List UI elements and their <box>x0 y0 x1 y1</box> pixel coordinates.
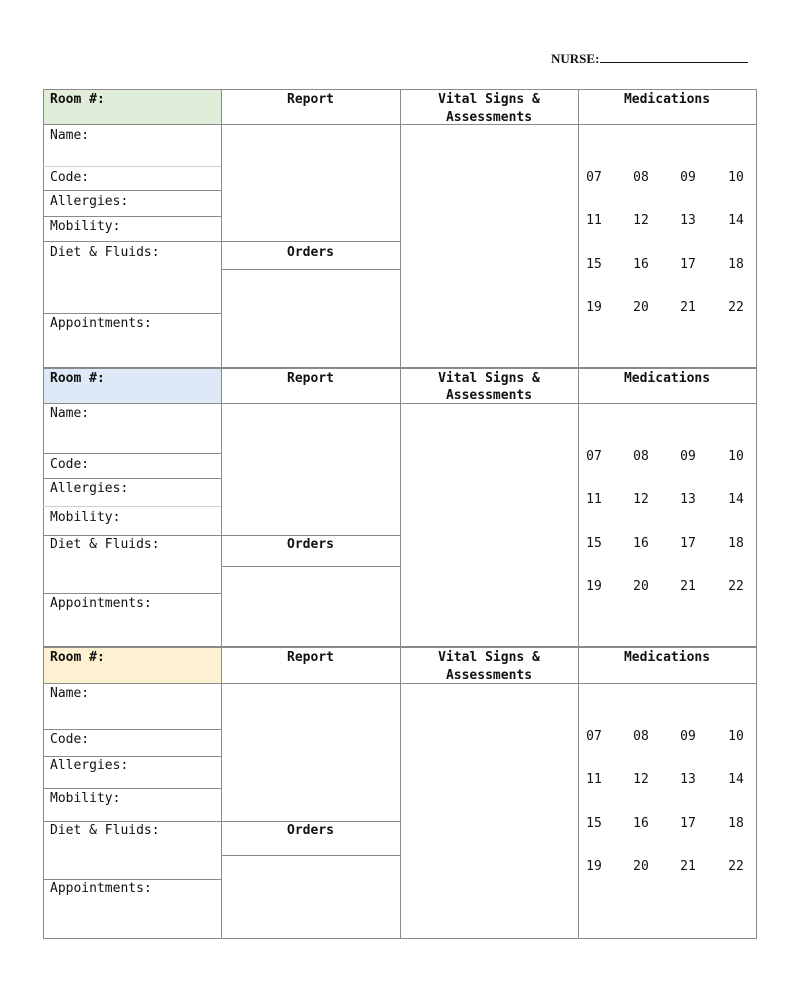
med-hour: 07 <box>586 729 602 744</box>
med-hour: 10 <box>728 449 744 464</box>
room-label: Room #: <box>50 371 105 386</box>
room-block-2 <box>43 368 756 647</box>
mobility-label: Mobility: <box>50 219 121 234</box>
nurse-signature-line[interactable] <box>600 50 748 63</box>
med-hour: 12 <box>633 213 649 228</box>
med-hour: 19 <box>586 859 602 874</box>
med-hour: 07 <box>586 449 602 464</box>
med-hour: 07 <box>586 170 602 185</box>
med-hour: 16 <box>633 816 649 831</box>
med-hour: 13 <box>680 492 696 507</box>
med-hour: 20 <box>633 579 649 594</box>
appointments-label: Appointments: <box>50 881 152 896</box>
allergies-label: Allergies: <box>50 194 129 209</box>
med-hour: 11 <box>586 772 602 787</box>
vitals-header-line1: Vital Signs & <box>438 371 540 386</box>
room-block-1 <box>43 89 756 368</box>
med-hour-row <box>579 448 756 465</box>
med-hour-row <box>579 535 756 552</box>
med-hour: 10 <box>728 729 744 744</box>
report-header: Report <box>287 92 334 107</box>
med-hour-row <box>579 578 756 595</box>
name-label: Name: <box>50 128 90 143</box>
med-hour: 14 <box>728 492 744 507</box>
med-hour: 22 <box>728 579 744 594</box>
med-hour: 11 <box>586 492 602 507</box>
med-hour: 14 <box>728 213 744 228</box>
med-hour: 18 <box>728 816 744 831</box>
med-hour: 22 <box>728 859 744 874</box>
mobility-label: Mobility: <box>50 510 121 525</box>
code-label: Code: <box>50 457 90 472</box>
medications-header: Medications <box>623 92 711 107</box>
med-hour: 21 <box>680 300 696 315</box>
orders-header: Orders <box>287 245 334 260</box>
med-hour-row <box>579 299 756 316</box>
med-hour: 21 <box>680 579 696 594</box>
allergies-label: Allergies: <box>50 481 129 496</box>
med-hour: 09 <box>680 170 696 185</box>
med-hour: 09 <box>680 449 696 464</box>
med-hour-row <box>579 728 756 745</box>
med-hour: 17 <box>680 257 696 272</box>
med-hour: 18 <box>728 257 744 272</box>
med-hour: 08 <box>633 449 649 464</box>
med-hour: 22 <box>728 300 744 315</box>
nurse-field <box>551 50 748 67</box>
nurse-label: NURSE: <box>551 51 600 66</box>
med-hour: 09 <box>680 729 696 744</box>
med-hour: 18 <box>728 536 744 551</box>
med-hour: 14 <box>728 772 744 787</box>
med-hour: 12 <box>633 772 649 787</box>
vitals-header-line2: Assessments <box>445 668 533 683</box>
med-hour: 12 <box>633 492 649 507</box>
diet-fluids-label: Diet & Fluids: <box>50 537 160 552</box>
report-header: Report <box>287 650 334 665</box>
room-label: Room #: <box>50 92 105 107</box>
med-hour: 15 <box>586 257 602 272</box>
med-hour: 19 <box>586 300 602 315</box>
med-hour: 15 <box>586 536 602 551</box>
orders-header: Orders <box>287 537 334 552</box>
appointments-label: Appointments: <box>50 316 152 331</box>
med-hour: 13 <box>680 213 696 228</box>
med-hour: 19 <box>586 579 602 594</box>
appointments-label: Appointments: <box>50 596 152 611</box>
med-hour-row <box>579 212 756 229</box>
report-header: Report <box>287 371 334 386</box>
code-label: Code: <box>50 170 90 185</box>
vitals-header-line2: Assessments <box>445 110 533 125</box>
diet-fluids-label: Diet & Fluids: <box>50 823 160 838</box>
med-hour: 08 <box>633 729 649 744</box>
med-hour: 16 <box>633 257 649 272</box>
med-hour: 17 <box>680 536 696 551</box>
vitals-header-line2: Assessments <box>445 388 533 403</box>
med-hour-row <box>579 169 756 186</box>
orders-header: Orders <box>287 823 334 838</box>
med-hour-row <box>579 858 756 875</box>
code-label: Code: <box>50 732 90 747</box>
med-hour-row <box>579 491 756 508</box>
vitals-header-line1: Vital Signs & <box>438 650 540 665</box>
name-label: Name: <box>50 686 90 701</box>
medications-header: Medications <box>623 371 711 386</box>
allergies-label: Allergies: <box>50 758 129 773</box>
med-hour: 17 <box>680 816 696 831</box>
diet-fluids-label: Diet & Fluids: <box>50 245 160 260</box>
med-hour: 13 <box>680 772 696 787</box>
name-label: Name: <box>50 406 90 421</box>
room-label: Room #: <box>50 650 105 665</box>
mobility-label: Mobility: <box>50 791 121 806</box>
med-hour: 15 <box>586 816 602 831</box>
medications-header: Medications <box>623 650 711 665</box>
med-hour: 08 <box>633 170 649 185</box>
vitals-header-line1: Vital Signs & <box>438 92 540 107</box>
med-hour-row <box>579 256 756 273</box>
med-hour: 11 <box>586 213 602 228</box>
med-hour-row <box>579 815 756 832</box>
med-hour: 20 <box>633 300 649 315</box>
med-hour: 10 <box>728 170 744 185</box>
room-block-3 <box>43 647 756 939</box>
med-hour: 16 <box>633 536 649 551</box>
med-hour-row <box>579 771 756 788</box>
med-hour: 20 <box>633 859 649 874</box>
med-hour: 21 <box>680 859 696 874</box>
